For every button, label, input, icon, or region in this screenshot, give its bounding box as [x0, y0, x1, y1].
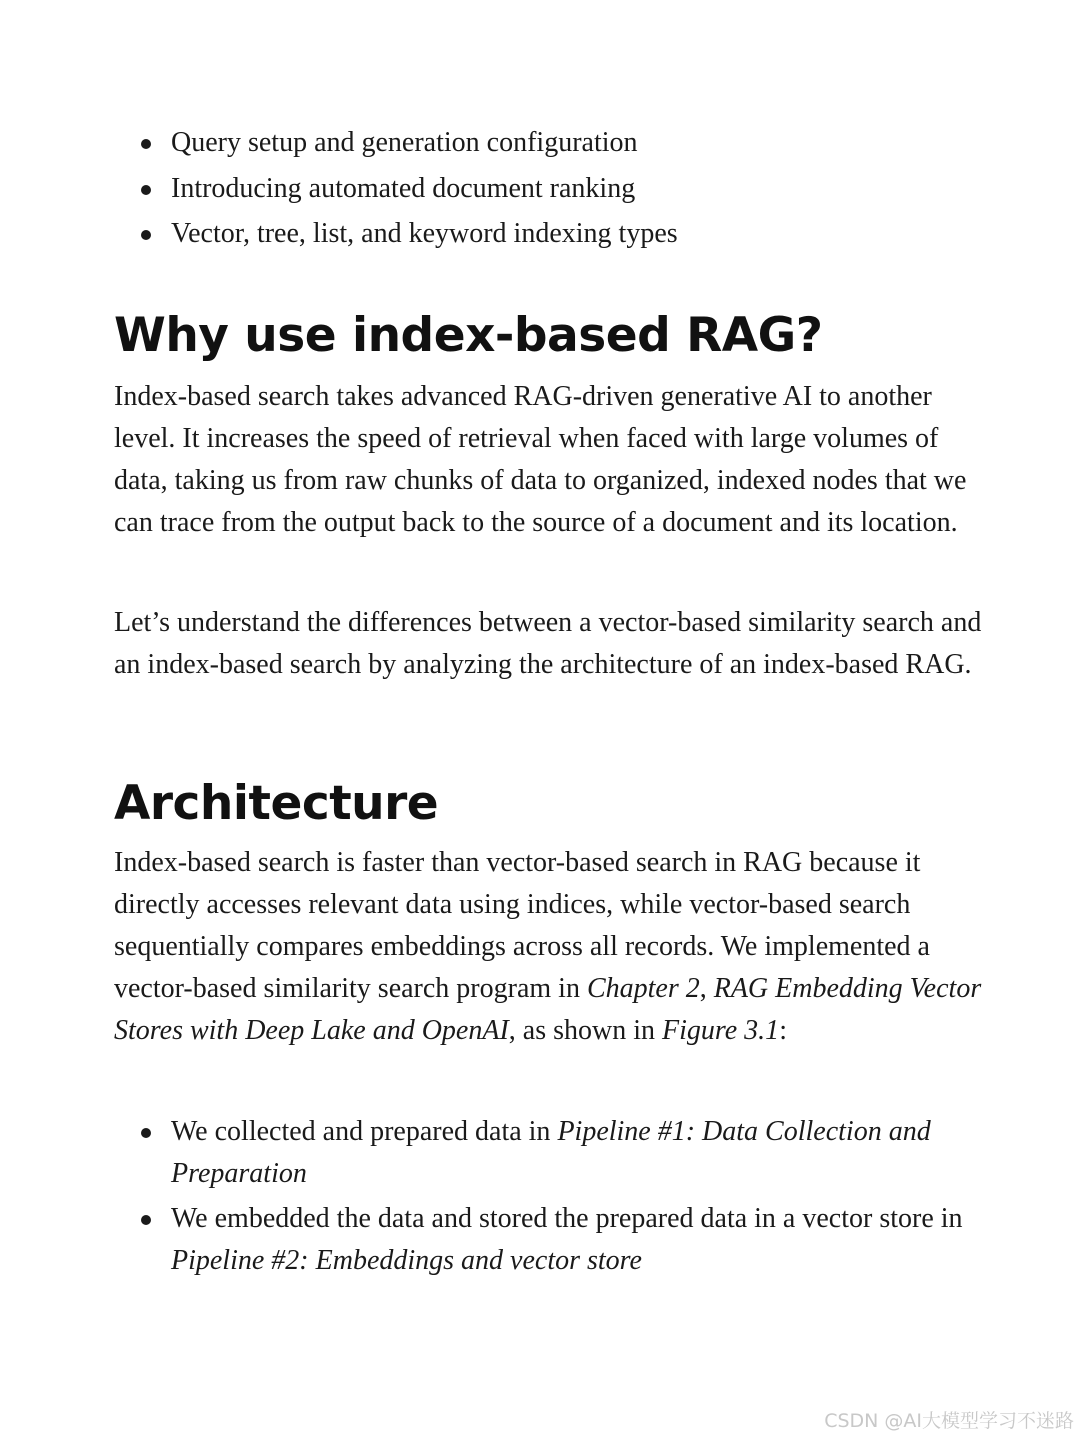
bullet-icon	[141, 230, 151, 240]
list-item: We collected and prepared data in Pipeline #1: Data Collection and Preparation	[114, 1111, 994, 1195]
paragraph: Let’s understand the differences between a vector-based similarity search and an index-based search by analyzing the architecture of an index-based RAG.	[114, 607, 982, 680]
list-item: Query setup and generation configuration	[114, 122, 678, 168]
bullet-icon	[141, 1128, 151, 1138]
figure-reference: Figure 3.1	[662, 1015, 780, 1046]
paragraph: Index-based search takes advanced RAG-driven generative AI to another level. It increases the speed of retrieval when faced with large volumes of data, taking us from raw chunks of data to organized, indexed nodes that we can trace from the output back to the source of a document and its location.	[114, 381, 967, 538]
paragraph: Index-based search is faster than vector-based search in RAG because it directly accesses relevant data using indices, while vector-based search sequentially compares embeddings across all records. We implemented a vector-based similarity search program in Chapter 2, RAG Embedding Vector Stores with Deep Lake and OpenAI, as shown in Figure 3.1:	[114, 847, 982, 1046]
bullet-icon	[141, 139, 151, 149]
pipeline-bullet-list	[114, 1111, 994, 1285]
bullet-icon	[141, 1215, 151, 1225]
section-heading-why-index-rag: Why use index-based RAG?	[114, 308, 823, 363]
list-item: Introducing automated document ranking	[114, 168, 678, 214]
list-item: We embedded the data and stored the prepared data in a vector store in Pipeline #2: Embeddings and vector store	[114, 1198, 994, 1282]
chapter-reference: Chapter 2	[586, 973, 700, 1004]
intro-bullet-list	[114, 122, 678, 259]
section-heading-architecture: Architecture	[114, 776, 439, 831]
watermark: CSDN @AI大模型学习不迷路	[824, 1410, 1074, 1432]
bullet-icon	[141, 185, 151, 195]
list-item: Vector, tree, list, and keyword indexing types	[114, 213, 678, 259]
chapter-title-reference: RAG Embedding Vector Stores with Deep Lake and OpenAI	[114, 973, 982, 1046]
